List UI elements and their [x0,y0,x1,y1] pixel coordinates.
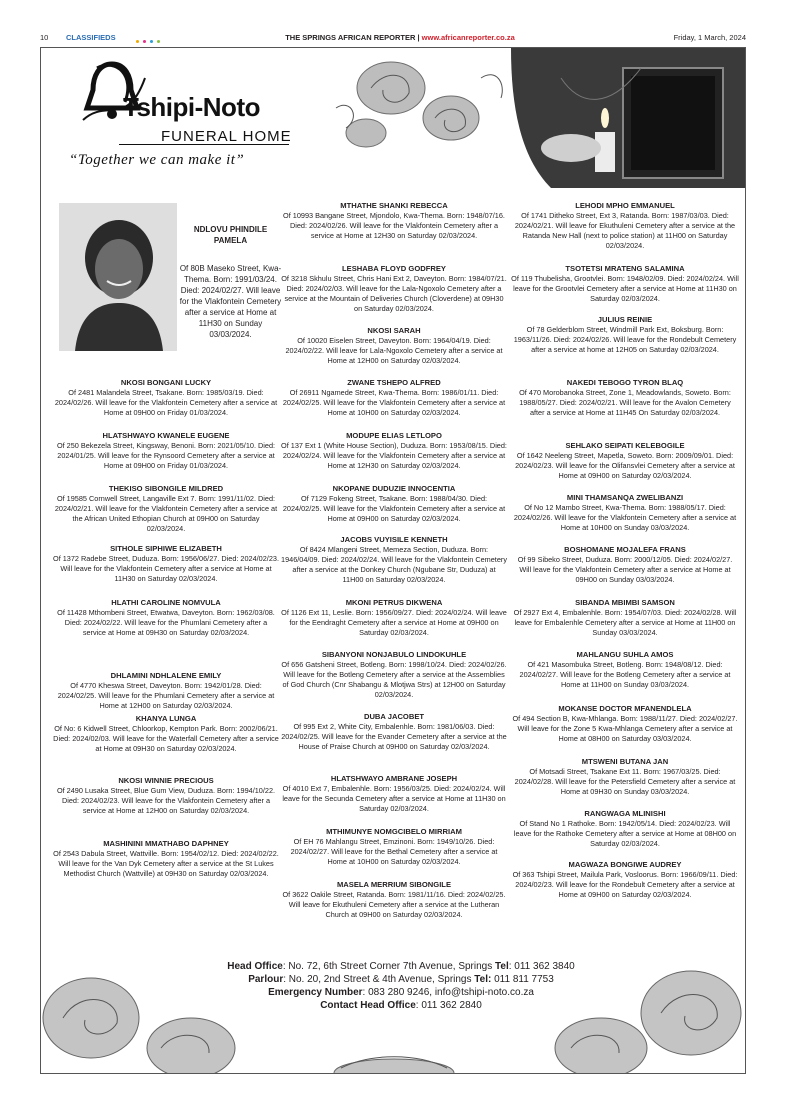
emergency-label: Emergency Number [268,987,363,998]
notice [281,201,507,241]
portrait-image [59,203,177,351]
notice-text: Of No 12 Mambo Street, Kwa-Thema. Born: 1988/05/17. Died: 2024/02/26. Will leave for the Vlakfontein Cemetery after a service at Home at 10H00 on Sunday 03/03/2024. [513,503,737,532]
notice-name: JACOBS VUYISILE KENNETH [340,535,448,544]
notice-text: Of 1741 Ditheko Street, Ext 3, Ratanda. Born: 1987/03/03. Died: 2024/02/21. Will leave for Ekuthuleni Cemetery after a service at the Ratanda New Hall (next to police station) at 11H00 on Saturday 02/03/2024. [514,211,736,250]
notice-name: DUBA JACOBET [363,712,425,721]
notice-name: MODUPE ELIAS LETLOPO [346,431,442,440]
notice [281,535,507,585]
notice-text: Of 470 Morobanoka Street, Zone 1, Meadowlands, Soweto. Born: 1988/05/27. Died: 2024/02/21. Will leave for the Avalon Cemetery after a service at Home at 11H45 On Saturday 02/03/2024. [519,388,731,417]
notice-text: Of No: 6 Kidwell Street, Chloorkop, Kempton Park. Born: 2002/06/21. Died: 2024/02/03. Will leave for the Waterfall Cemetery after a service at Home at 09H30 on Saturday 02/03/2024. [53,724,279,753]
tel-label: Tel [495,961,509,972]
notice [281,264,507,314]
notice-text: Of 11428 Mthombeni Street, Etwatwa, Daveyton. Born: 1962/03/08. Died: 2024/02/22. Will leave for the Phumlani Cemetery after a service at Home at 09H30 on Saturday 02/03/2024. [57,608,275,637]
section-label: CLASSIFIEDS [66,33,116,42]
notice-name: DHLAMINI NDHLALENE EMILY [110,671,222,680]
notice-name: TSOTETSI MRATENG SALAMINA [565,264,685,273]
notice-name: NKOSI WINNIE PRECIOUS [118,776,214,785]
notice-text: Of 2927 Ext 4, Embalenhle. Born: 1954/07/03. Died: 2024/02/28. Will leave for Embalenhle Cemetery after a service at Home at 11H00 on Sunday 03/03/2024. [513,608,737,637]
notice [511,441,739,481]
parlour-tel: 011 811 7753 [491,974,554,985]
notice [511,860,739,900]
notice-name: KHANYA LUNGA [135,714,197,723]
notice-name: MAHLANGU SUHLA AMOS [576,650,674,659]
notice-name: SEHLAKO SEIPATI KELEBOGILE [565,441,685,450]
head-office-label: Head Office [227,961,283,972]
notice [281,431,507,471]
notice [511,378,739,418]
deceased-photo [59,203,177,351]
notice [53,431,279,471]
brand-name: Tshipi-Noto [123,92,260,122]
decorative-dots [136,36,166,40]
notice-name: MTSWENI BUTANA JAN [581,757,669,766]
notice-name: SITHOLE SIPHIWE ELIZABETH [110,544,222,553]
notice-text: Of 2481 Malandela Street, Tsakane. Born: 1985/03/19. Died: 2024/02/26. Will leave for the Vlakfontein Cemetery after a service at Home at 09H00 on Friday 01/03/2024. [54,388,278,417]
notice-name: MASHININI MMATHABO DAPHNEY [103,839,229,848]
notice [511,704,739,744]
notice-text: Of 1642 Neeleng Street, Mapetla, Soweto. Born: 2009/09/01. Died: 2024/02/23. Will leave for the Olifansvlei Cemetery after a service at Home at 09H00 on Saturday 02/03/2024. [515,451,735,480]
notice [281,484,507,524]
notice-text: Of 363 Tshipi Street, Mailula Park, Vosloorus. Born: 1966/09/11. Died: 2024/02/23. Will leave for the Rondebult Cemetery after a service at Home at 09H00 on Saturday 02/03/2024. [512,870,738,899]
notice-name: HLATSHWAYO KWANELE EUGENE [102,431,230,440]
notice [511,264,739,304]
notice [511,201,739,251]
notice [511,598,739,638]
notice [511,545,739,585]
notice [281,774,507,814]
notice-name: BOSHOMANE MOJALEFA FRANS [564,545,686,554]
head-office-line [191,960,611,973]
memorial-frame-illustration [511,48,746,188]
notice [53,598,279,638]
notice-text: Of Stand No 1 Rathoke. Born: 1942/05/14. Died: 2024/02/23. Will leave for the Rathoke Cemetery after a service at Home at 08H00 on Saturday 02/03/2024. [513,819,737,848]
contact-number: : 011 362 2840 [415,1000,482,1011]
notice [53,671,279,711]
notice-name: MASELA MERRIUM SIBONGILE [336,880,452,889]
notice-name: NKOPANE DUDUZIE INNOCENTIA [332,484,456,493]
notice-name: THEKISO SIBONGILE MILDRED [108,484,224,493]
advert-frame [40,47,746,1074]
photo-notice-name: NDLOVU PHINDILE PAMELA [193,225,268,245]
notice-name: HLATHI CAROLINE NOMVULA [111,598,221,607]
parlour-label: Parlour [248,974,284,985]
paper-name: THE SPRINGS AFRICAN REPORTER [285,33,416,42]
emergency-line [191,986,611,999]
parlour-tel-label: Tel: [474,974,492,985]
page-header [40,33,746,47]
dot-icon [150,40,153,43]
parlour-line [191,973,611,986]
roses-illustration [331,48,511,158]
notice-text: Of 2490 Lusaka Street, Blue Gum View, Duduza. Born: 1994/10/22. Died: 2024/02/23. Will leave for the Vlakfontein Cemetery after a service at Home at 12H00 on Saturday 02/03/2024. [56,786,276,815]
notice-name: JULIUS REINIE [597,315,653,324]
contact-line [191,999,611,1012]
dot-icon [136,40,139,43]
newspaper-title [250,33,550,42]
notice [511,493,739,533]
notice-name: MKONI PETRUS DIKWENA [345,598,443,607]
notice [53,378,279,418]
notice-name: LESHABA FLOYD GODFREY [342,264,446,273]
notice-name: MTHIMUNYE NOMGCIBELO MIRRIAM [326,827,462,836]
contact-footer [191,960,611,1012]
notice-text: Of 4010 Ext 7, Embalenhle. Born: 1956/03/25. Died: 2024/02/24. Will leave for the Secunda Cemetery after a service at Home at 11H30 on Saturday 02/03/2024. [282,784,506,813]
notice-text: Of 10020 Eiselen Street, Daveyton. Born: 1964/04/19. Died: 2024/02/22. Will leave for Lala-Ngoxolo Cemetery after a service at Home at 12H00 on Saturday 02/03/2024. [285,336,503,365]
notice-text: Of 494 Section B, Kwa-Mhlanga. Born: 1988/11/27. Died: 2024/02/27. Will leave for the Zone 5 Kwa-Mhlanga Cemetery after a service at Home at 08H00 on Saturday 03/03/2024. [512,714,738,743]
notice-name: SIBANDA MBIMBI SAMSON [575,598,675,607]
notice-text: Of Motsadi Street, Tsakane Ext 11. Born: 1967/03/25. Died: 2024/02/28. Will leave for the Petersfield Cemetery after a service at Home at 09H30 on Sunday 03/03/2024. [514,767,736,796]
notice-name: MINI THAMSANQA ZWELIBANZI [566,493,684,502]
photo-notice-text: Of 80B Maseko Street, Kwa-Thema. Born: 1991/03/24. Died: 2024/02/27. Will leave for the Vlakfontein Cemetery after a service at Home at 11H30 on Sunday 03/03/2024. [179,264,282,339]
notice-name: SIBANYONI NONJABULO LINDOKUHLE [321,650,467,659]
notice [511,809,739,849]
notice-text: Of 995 Ext 2, White City, Embalenhle. Born: 1981/06/03. Died: 2024/02/25. Will leave for the Evander Cemetery after a service at the House of Praise Church at 09H00 on Saturday 02/03/2024. [281,722,507,751]
notice-text: Of 8424 Mlangeni Street, Memeza Section, Duduza. Born: 1946/04/09. Died: 2024/02/24. Will leave for the Vlakfontein Cemetery after a service at the Donkey Church (Ngubane Str, Duduza) at 11H00 on Saturday 02/03/2024. [281,545,507,584]
notice-text: Of 10993 Bangane Street, Mjondolo, Kwa-Thema. Born: 1948/07/16. Died: 2024/02/26. Will leave for the Vlakfontein Cemetery after a service at Home at 12H30 on Saturday 02/03/2024. [283,211,505,240]
notice-text: Of 3622 Oakile Street, Ratanda. Born: 1981/11/16. Died: 2024/02/25. Will leave for Ekuthuleni Cemetery after a service at the Lutheran Church at 09H00 on Saturday 02/03/2024. [282,890,506,919]
dot-icon [157,40,160,43]
notice-name: HLATSHWAYO AMBRANE JOSEPH [330,774,458,783]
notice [511,650,739,690]
notice-name: ZWANE TSHEPO ALFRED [347,378,441,387]
website-link[interactable]: www.africanreporter.co.za [421,33,515,42]
notice [53,776,279,816]
notice-text: Of 250 Bekezela Street, Kingsway, Benoni. Born: 2021/05/10. Died: 2024/01/25. Will leave for the Rynsoord Cemetery after a service at Home at 09H00 on Friday 01/03/2024. [56,441,276,470]
head-office-tel: : 011 362 3840 [508,961,575,972]
notice-text: Of 99 Sibeko Street, Duduza. Born: 2000/12/05. Died: 2024/02/27. Will leave for the Vlakfontein Cemetery after a service at Home at 09H00 on Sunday 03/03/2024. [517,555,733,584]
separator: | [417,33,420,42]
notice-text: Of 7129 Fokeng Street, Tsakane. Born: 1988/04/30. Died: 2024/02/25. Will leave for the Vlakfontein Cemetery after a service at Home at 09H00 on Saturday 02/03/2024. [282,494,506,523]
brand-logo [59,58,299,168]
brand-subtitle: FUNERAL HOME [161,128,292,145]
parlour-address: : No. 20, 2nd Street & 4th Avenue, Springs [283,974,475,985]
notice-text: Of 119 Thubelisha, Grootvlei. Born: 1948/02/09. Died: 2024/02/24. Will leave for the Grootvlei Cemetery after a service at Home at 11H30 on Saturday 02/03/2024. [511,274,739,303]
notice-text: Of 421 Masombuka Street, Botleng. Born: 1948/08/12. Died: 2024/02/27. Will leave for the Botleng Cemetery after a service at Home at 11H00 on Sunday 03/03/2024. [519,660,731,689]
notice-text: Of 1126 Ext 11, Leslie. Born: 1956/09/27. Died: 2024/02/24. Will leave for the Eendraght Cemetery after a service at Home at 09H00 on Saturday 02/03/2024. [281,608,507,637]
notice-name: RANGWAGA MLINISHI [584,809,666,818]
notice [511,315,739,355]
notice [281,827,507,867]
notice-text: Of EH 76 Mahlangu Street, Emzinoni. Born: 1949/10/26. Died: 2024/02/27. Will leave for the Bethal Cemetery after a service at Home at 10H00 on Saturday 02/03/2024. [290,837,498,866]
emergency-contacts: : 083 280 9246, info@tshipi-noto.co.za [362,987,534,998]
dot-icon [143,40,146,43]
page-number: 10 [40,33,49,42]
notice-text: Of 3218 Skhulu Street, Chris Hani Ext 2, Daveyton. Born: 1984/07/21. Died: 2024/02/03. Will leave for the Lala-Ngoxolo Cemetery after a service at the Mountain of Deliveries Church (Cloverdene) at 09H30 on Saturday 02/03/2024. [281,274,507,313]
notice [281,650,507,700]
notice [53,714,279,754]
notice [281,326,507,366]
notice-text: Of 4770 Kheswa Street, Daveyton. Born: 1942/01/28. Died: 2024/02/25. Will leave for the Phumlani Cemetery after a service at Home at 12H00 on Saturday 02/03/2024. [57,681,275,710]
notice [281,712,507,752]
notice-text: Of 656 Gatsheni Street, Botleng. Born: 1998/10/24. Died: 2024/02/26. Will leave for the Botleng Cemetery after a service at the Assemblies of God Church (Cnr Shabangu & Mlotjwa Strs) at 12H00 on Saturday 02/03/2024. [281,660,507,699]
notice-name: NKOSI BONGANI LUCKY [120,378,212,387]
notice-name: NAKEDI TEBOGO TYRON BLAQ [566,378,684,387]
notice-text: Of 19585 Cornwell Street, Langaville Ext 7. Born: 1991/11/02. Died: 2024/02/21. Will leave for the Vlakfontein Cemetery after a service at the African United Ethopian Church at 09H00 on Saturday 02/03/2024. [54,494,278,533]
notice-name: MTHATHE SHANKI REBECCA [340,201,448,210]
head-office-address: : No. 72, 6th Street Corner 7th Avenue, Springs [282,961,496,972]
notice-text: Of 137 Ext 1 (White House Section), Duduza. Born: 1953/08/15. Died: 2024/02/24. Will leave for the Vlakfontein Cemetery after a service at Home at 12H30 on Saturday 02/03/2024. [281,441,507,470]
notice-text: Of 78 Gelderblom Street, Windmill Park Ext, Boksburg. Born: 1963/11/26. Died: 2024/02/26. Will leave for the Rondebult Cemetery after a service at home at 12H05 on Saturday 02/03/2024. [513,325,737,354]
notice-name: LEHODI MPHO EMMANUEL [575,201,675,210]
notice [53,484,279,534]
notice [281,598,507,638]
contact-label: Contact Head Office [320,1000,416,1011]
notice [281,378,507,418]
brand-tagline: “Together we can make it” [69,152,245,168]
notice [53,839,279,879]
notice-text: Of 2543 Dabula Street, Wattville. Born: 1954/02/12. Died: 2024/02/22. Will leave for the Van Dyk Cemetery after a service at the St Lukes Methodist Church (Wattville) at 09H30 on Saturday 02/03/2024. [53,849,279,878]
notice-name: MAGWAZA BONGIWE AUDREY [568,860,682,869]
notice [53,544,279,584]
notice-text: Of 1372 Radebe Street, Duduza. Born: 1956/06/27. Died: 2024/02/23. Will leave for the Vlakfontein Cemetery after a service at Home at 11H30 on Saturday 02/03/2024. [53,554,279,583]
notice-name: NKOSI SARAH [367,326,421,335]
notice [511,757,739,797]
issue-date: Friday, 1 March, 2024 [673,33,746,42]
notice-name: MOKANSE DOCTOR MFANENDLELA [558,704,692,713]
notice-text: Of 26911 Ngamede Street, Kwa-Thema. Born: 1986/01/11. Died: 2024/02/25. Will leave for the Vlakfontein Cemetery after a service at Home at 10H00 on Saturday 02/03/2024. [282,388,506,417]
